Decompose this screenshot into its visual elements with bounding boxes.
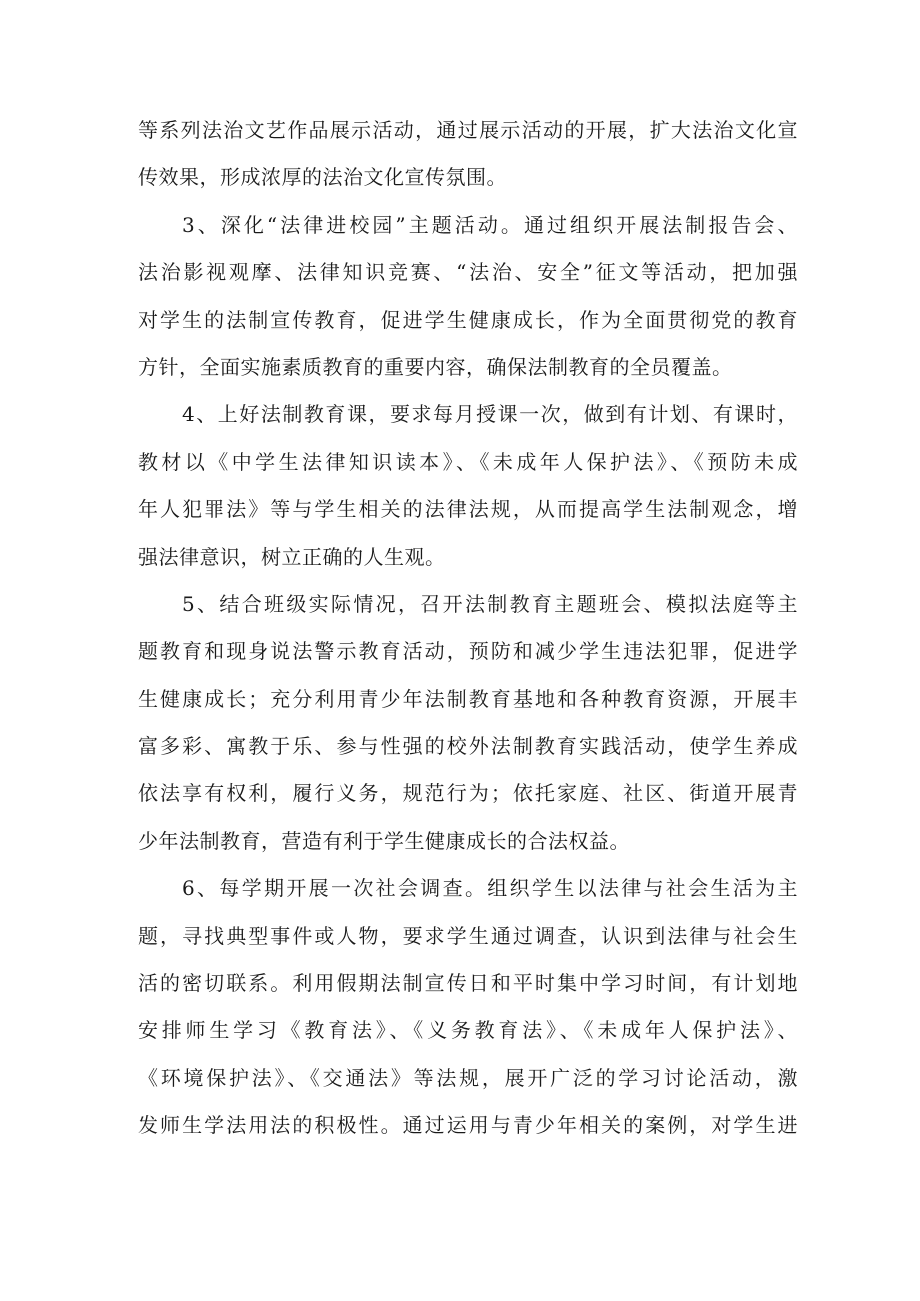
text-line: 传效果，形成浓厚的法治文化宣传氛围。: [138, 165, 507, 190]
paragraph-item-4: [138, 391, 798, 581]
text-line: 对学生的法制宣传教育，促进学生健康成长，作为全面贯彻党的教育: [138, 307, 798, 332]
text-line: 年人犯罪法》等与学生相关的法律法规，从而提高学生法制观念，增: [138, 497, 798, 522]
text-line: 强法律意识，树立正确的人生观。: [138, 544, 446, 569]
paragraph-item-5: [138, 581, 798, 865]
text-line: 5、结合班级实际情况，召开法制教育主题班会、模拟法庭等主: [182, 591, 798, 616]
paragraph-continuation: [138, 107, 798, 202]
paragraph-item-6: [138, 865, 798, 1149]
text-line: 发师生学法用法的积极性。通过运用与青少年相关的案例，对学生进: [138, 1113, 798, 1138]
text-line: 6、每学期开展一次社会调查。组织学生以法律与社会生活为主: [182, 876, 798, 901]
text-line: 富多彩、寓教于乐、参与性强的校外法制教育实践活动，使学生养成: [138, 734, 798, 759]
text-line: 生健康成长；充分利用青少年法制教育基地和各种教育资源，开展丰: [138, 686, 798, 711]
document-page: [138, 107, 798, 1150]
text-line: 4、上好法制教育课，要求每月授课一次，做到有计划、有课时，: [182, 402, 798, 427]
text-line: 教材以《中学生法律知识读本》、《未成年人保护法》、《预防未成: [138, 449, 798, 474]
text-line: 《环境保护法》、《交通法》等法规，展开广泛的学习讨论活动，激: [138, 1065, 798, 1090]
text-line: 等系列法治文艺作品展示活动，通过展示活动的开展，扩大法治文化宣: [138, 118, 798, 142]
text-line: 安排师生学习《教育法》、《义务教育法》、《未成年人保护法》、: [138, 1018, 798, 1043]
text-line: 3、深化“法律进校园”主题活动。通过组织开展法制报告会、: [182, 212, 798, 237]
text-line: 方针，全面实施素质教育的重要内容，确保法制教育的全员覆盖。: [138, 354, 733, 379]
text-line: 题，寻找典型事件或人物，要求学生通过调查，认识到法律与社会生: [138, 923, 798, 948]
text-line: 题教育和现身说法警示教育活动，预防和减少学生违法犯罪，促进学: [138, 639, 798, 664]
text-line: 少年法制教育，营造有利于学生健康成长的合法权益。: [138, 828, 630, 853]
text-line: 活的密切联系。利用假期法制宣传日和平时集中学习时间，有计划地: [138, 971, 798, 996]
text-line: 依法享有权利，履行义务，规范行为；依托家庭、社区、街道开展青: [138, 781, 798, 806]
paragraph-item-3: [138, 202, 798, 392]
text-line: 法治影视观摩、法律知识竞赛、“法治、安全”征文等活动，把加强: [138, 260, 798, 285]
